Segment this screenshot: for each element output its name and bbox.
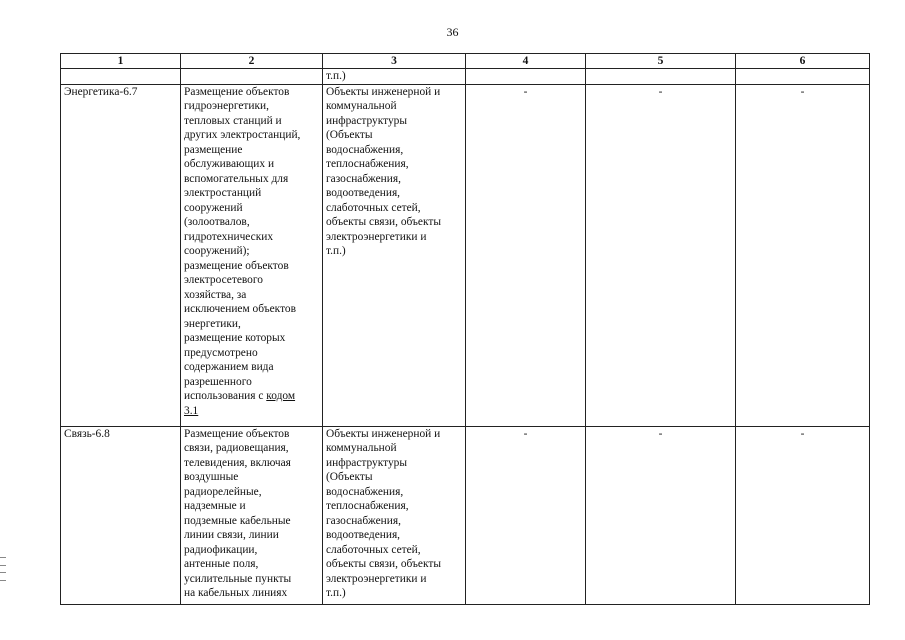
- column-header-3: 3: [323, 54, 466, 69]
- zoning-table: [60, 53, 870, 605]
- description-text: Размещение объектов гидроэнергетики, тепловых станций и других электростанций, размещение обслуживающих и вспомогательных для электростанций сооружений (золоотвалов, гидротехнических сооружений); размещение объектов электросетевого хозяйства, за исключением объектов энергетики, размещение которых предусмотрено содержанием вида разрешенного использования с: [184, 85, 301, 402]
- page-number: 36: [446, 25, 459, 39]
- col6-value: -: [736, 426, 870, 604]
- use-type-name: Энергетика-6.7: [61, 84, 181, 426]
- column-header-6: 6: [736, 54, 870, 69]
- description-code: кодом 3.1: [184, 390, 296, 417]
- use-type-name: Связь-6.8: [61, 426, 181, 604]
- continuation-row: [61, 69, 870, 85]
- permitted-objects: Объекты инженерной и коммунальной инфраструктуры (Объекты водоснабжения, теплоснабжения, газоснабжения, водоотведения, слаботочных сетей, объекты связи, объекты электроэнергетики и т.п.): [323, 426, 466, 604]
- use-type-description: Размещение объектов связи, радиовещания, телевидения, включая воздушные радиорелейные, надземные и подземные кабельные линии связи, линии радиофикации, антенные поля, усилительные пункты на кабельных линиях: [181, 426, 323, 604]
- col5-value: -: [586, 426, 736, 604]
- table-row: [61, 84, 870, 426]
- permitted-objects: Объекты инженерной и коммунальной инфраструктуры (Объекты водоснабжения, теплоснабжения, газоснабжения, водоотведения, слаботочных сетей, объекты связи, объекты электроэнергетики и т.п.): [323, 84, 466, 426]
- continuation-text: т.п.): [323, 69, 466, 85]
- header-row: [61, 54, 870, 69]
- col5-value: -: [586, 84, 736, 426]
- column-header-4: 4: [466, 54, 586, 69]
- use-type-description: [181, 84, 323, 426]
- table-row: [61, 426, 870, 604]
- col6-value: -: [736, 84, 870, 426]
- col4-value: -: [466, 84, 586, 426]
- col4-value: -: [466, 426, 586, 604]
- column-header-1: 1: [61, 54, 181, 69]
- column-header-2: 2: [181, 54, 323, 69]
- column-header-5: 5: [586, 54, 736, 69]
- scan-edge-mark: [0, 557, 6, 581]
